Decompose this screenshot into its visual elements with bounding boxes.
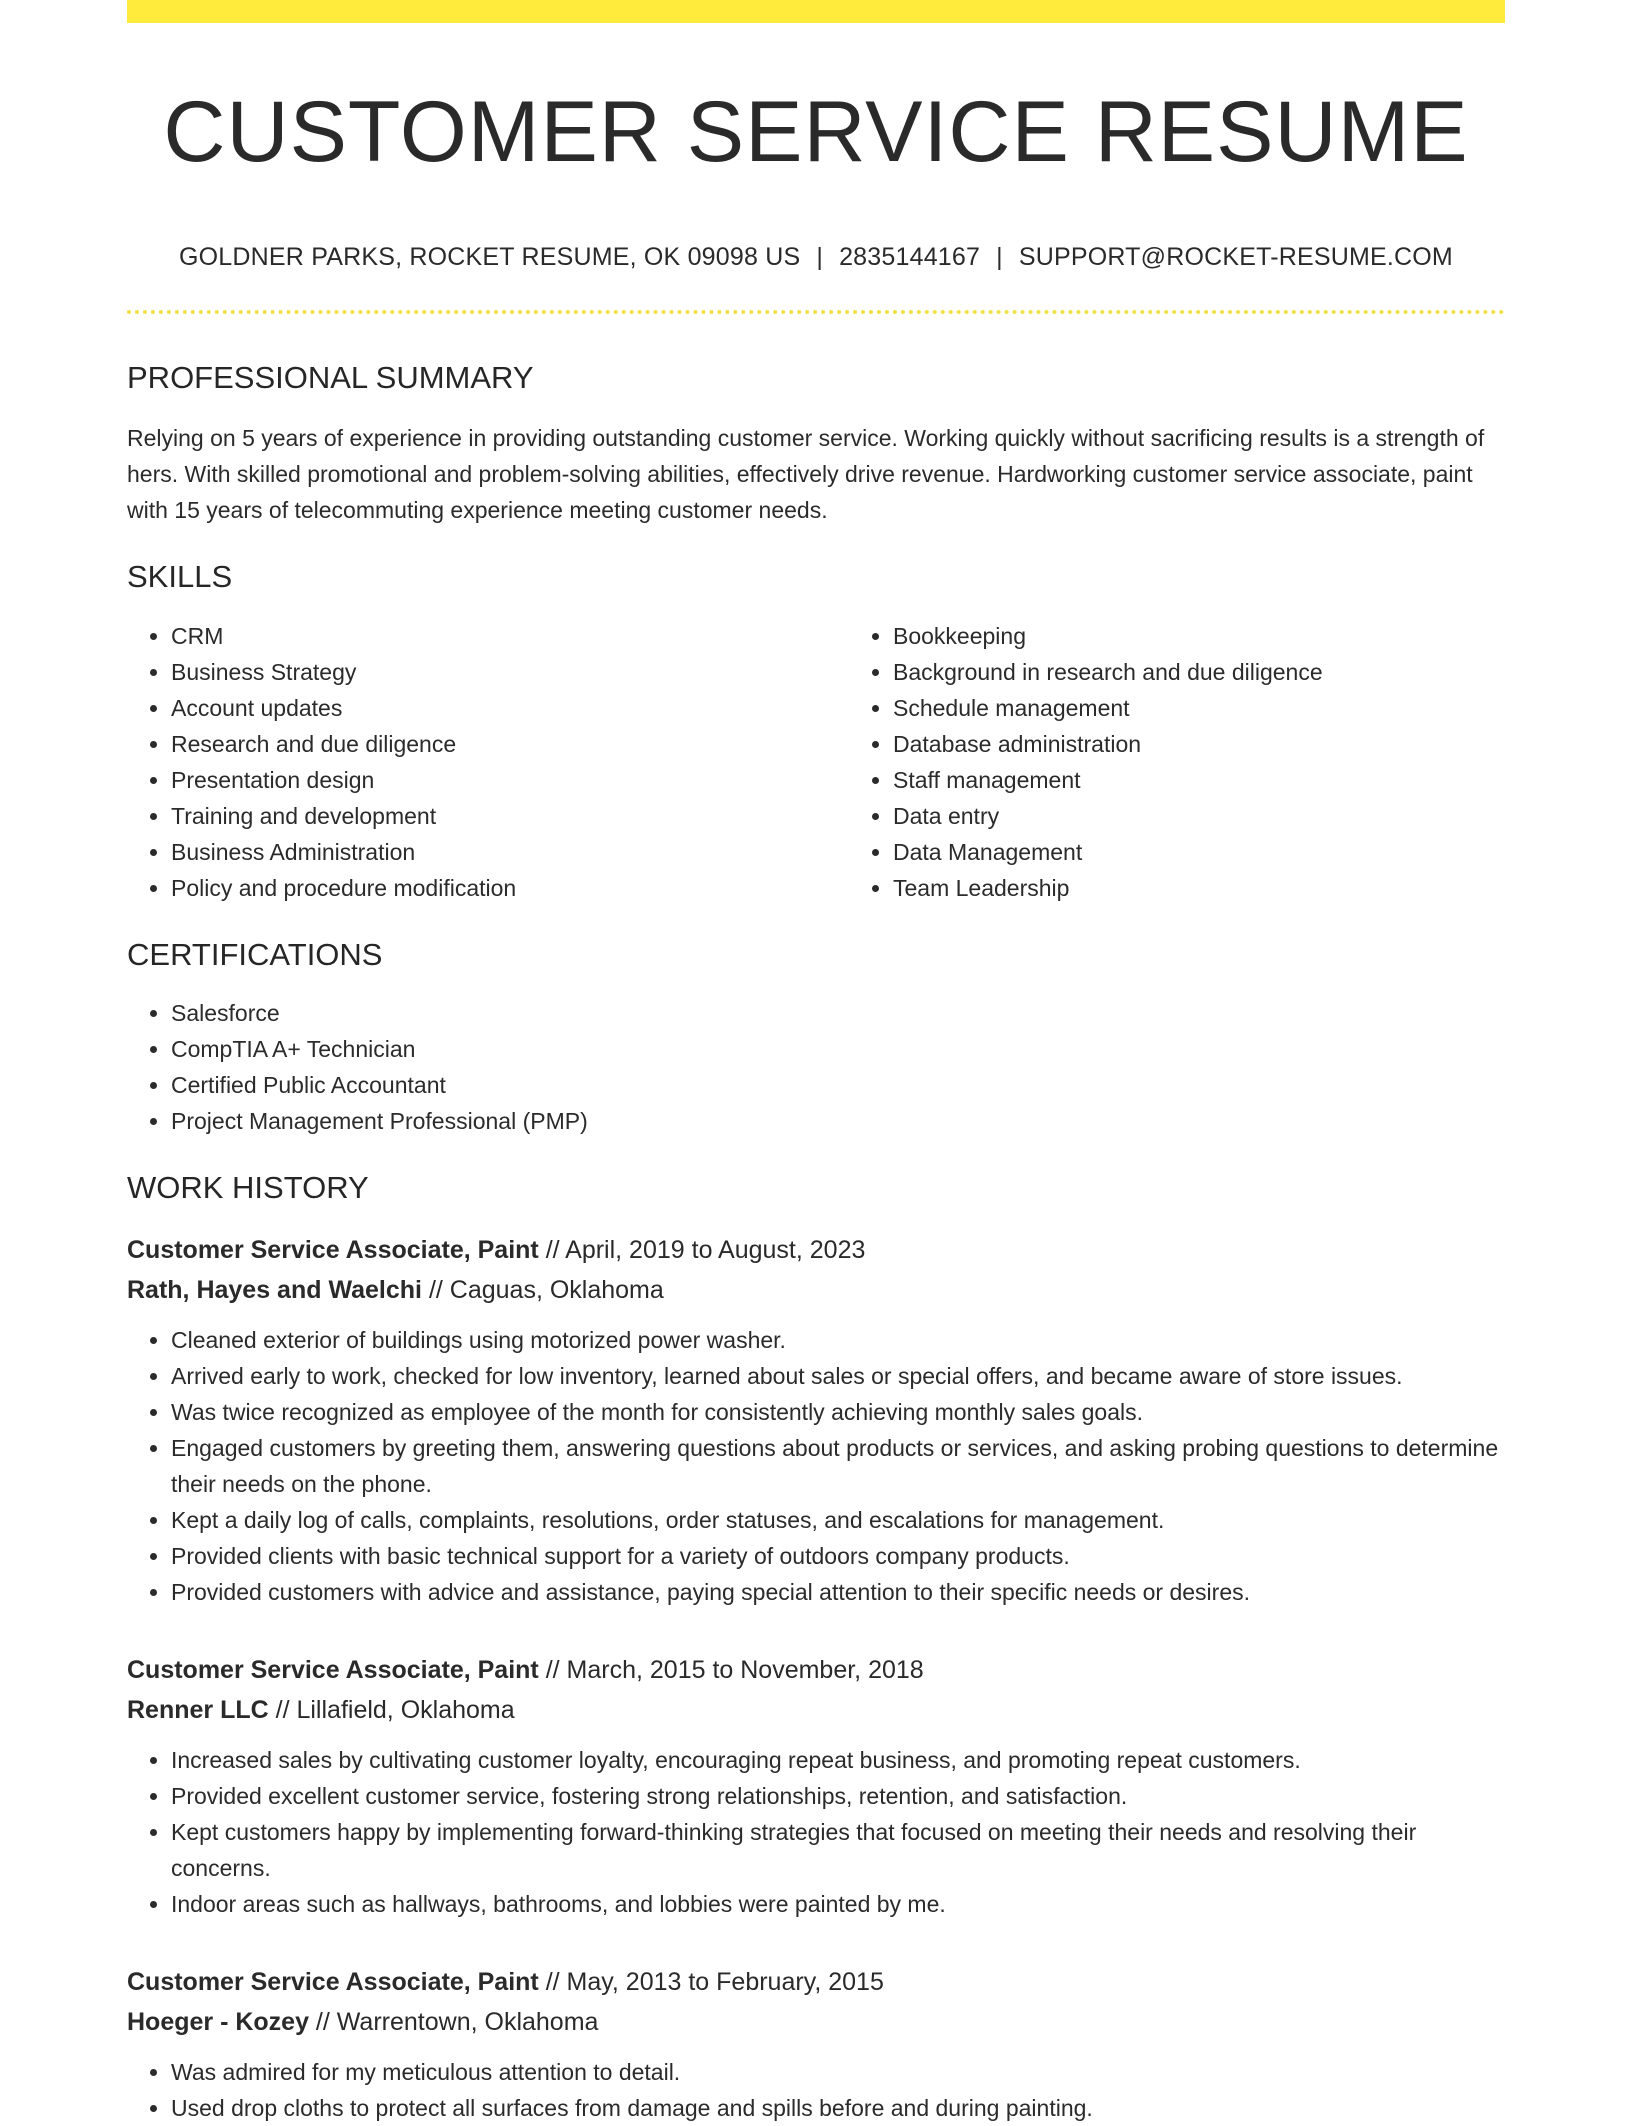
certifications-heading: CERTIFICATIONS	[127, 936, 383, 972]
contact-address: GOLDNER PARKS, ROCKET RESUME, OK 09098 US	[179, 243, 801, 272]
job-location: // Lillafield, Oklahoma	[268, 1695, 515, 1724]
contact-email: SUPPORT@ROCKET-RESUME.COM	[1018, 243, 1453, 272]
job-company-line	[127, 1270, 1505, 1310]
job-duties-list	[127, 1322, 1505, 1610]
job-title: Customer Service Associate, Paint	[127, 1967, 539, 1996]
work-history-heading: WORK HISTORY	[127, 1169, 369, 1205]
resume-content	[127, 0, 1505, 2126]
summary-text: Relying on 5 years of experience in providing outstanding customer service. Working quickly without sacrificing results is a strength of hers. With skilled promotional and problem-solving abilities, effectively drive revenue. Hardworking customer service associate, paint with 15 years of telecommuting experience meeting customer needs.	[127, 425, 1485, 524]
skill-item: • Research and due diligence	[171, 726, 849, 762]
job-dates: // May, 2013 to February, 2015	[538, 1967, 884, 1996]
skill-item: • Team Leadership	[893, 870, 1571, 906]
job-duty: • Kept a daily log of calls, complaints, resolutions, order statuses, and escalations for management.	[171, 1502, 1505, 1538]
skill-item: • Business Strategy	[171, 654, 849, 690]
job-duty: • Engaged customers by greeting them, answering questions about products or services, and asking probing questions to determine their needs on the phone.	[171, 1430, 1505, 1502]
skill-item: • Bookkeeping	[893, 618, 1571, 654]
skills-list-left	[127, 618, 849, 906]
certifications-list	[127, 995, 1505, 1139]
skill-item: • Background in research and due diligence	[893, 654, 1571, 690]
job-duty: • Was twice recognized as employee of the month for consistently achieving monthly sales goals.	[171, 1394, 1505, 1430]
skill-item: • Presentation design	[171, 762, 849, 798]
job-location: // Caguas, Oklahoma	[422, 1275, 664, 1304]
job-duty: • Increased sales by cultivating customer loyalty, encouraging repeat business, and promoting repeat customers.	[171, 1742, 1505, 1778]
job-dates: // April, 2019 to August, 2023	[538, 1235, 866, 1264]
skills-heading: SKILLS	[127, 559, 233, 595]
header-divider	[127, 310, 1505, 314]
job-entry	[127, 1962, 1505, 2126]
certification-item: • CompTIA A+ Technician	[171, 1031, 1505, 1067]
job-title-line	[127, 1962, 1505, 2002]
skills-grid	[127, 618, 1505, 906]
contact-separator: |	[816, 243, 824, 272]
skill-item: • Business Administration	[171, 834, 849, 870]
job-title-line	[127, 1650, 1505, 1690]
job-company: Rath, Hayes and Waelchi	[127, 1275, 422, 1304]
job-title-line	[127, 1230, 1505, 1270]
job-title: Customer Service Associate, Paint	[127, 1235, 539, 1264]
job-company-line	[127, 2002, 1505, 2042]
job-duties-list	[127, 1742, 1505, 1922]
skill-item: • Staff management	[893, 762, 1571, 798]
job-company: Hoeger - Kozey	[127, 2007, 309, 2036]
job-company: Renner LLC	[127, 1695, 269, 1724]
certification-item: • Certified Public Accountant	[171, 1067, 1505, 1103]
job-title: Customer Service Associate, Paint	[127, 1655, 539, 1684]
job-entry	[127, 1230, 1505, 1610]
job-duty: • Kept customers happy by implementing forward-thinking strategies that focused on meeting their needs and resolving their concerns.	[171, 1814, 1505, 1886]
accent-top-bar	[127, 0, 1505, 23]
skill-item: • Data Management	[893, 834, 1571, 870]
skill-item: • Database administration	[893, 726, 1571, 762]
job-duties-list	[127, 2054, 1505, 2126]
job-entry	[127, 1650, 1505, 1922]
skill-item: • Training and development	[171, 798, 849, 834]
skill-item: • Data entry	[893, 798, 1571, 834]
summary-heading: PROFESSIONAL SUMMARY	[127, 360, 534, 396]
certification-item: • Salesforce	[171, 995, 1505, 1031]
job-dates: // March, 2015 to November, 2018	[538, 1655, 924, 1684]
skill-item: • Account updates	[171, 690, 849, 726]
job-location: // Warrentown, Oklahoma	[308, 2007, 599, 2036]
resume-title: CUSTOMER SERVICE RESUME	[163, 84, 1469, 180]
job-duty: • Indoor areas such as hallways, bathrooms, and lobbies were painted by me.	[171, 1886, 1505, 1922]
skills-list-right	[849, 618, 1571, 906]
job-duty: • Provided customers with advice and assistance, paying special attention to their specific needs or desires.	[171, 1574, 1505, 1610]
contact-separator: |	[996, 243, 1003, 272]
job-duty: • Provided clients with basic technical support for a variety of outdoors company products.	[171, 1538, 1505, 1574]
job-company-line	[127, 1690, 1505, 1730]
skill-item: • Policy and procedure modification	[171, 870, 849, 906]
skill-item: • Schedule management	[893, 690, 1571, 726]
job-duty: • Used drop cloths to protect all surfaces from damage and spills before and during painting.	[171, 2090, 1505, 2126]
contact-phone: 2835144167	[839, 243, 981, 272]
job-duty: • Provided excellent customer service, fostering strong relationships, retention, and satisfaction.	[171, 1778, 1505, 1814]
contact-line	[127, 242, 1505, 272]
certification-item: • Project Management Professional (PMP)	[171, 1103, 1505, 1139]
skill-item: • CRM	[171, 618, 849, 654]
job-duty: • Was admired for my meticulous attention to detail.	[171, 2054, 1505, 2090]
job-duty: • Cleaned exterior of buildings using motorized power washer.	[171, 1322, 1505, 1358]
job-duty: • Arrived early to work, checked for low inventory, learned about sales or special offers, and became aware of store issues.	[171, 1358, 1505, 1394]
